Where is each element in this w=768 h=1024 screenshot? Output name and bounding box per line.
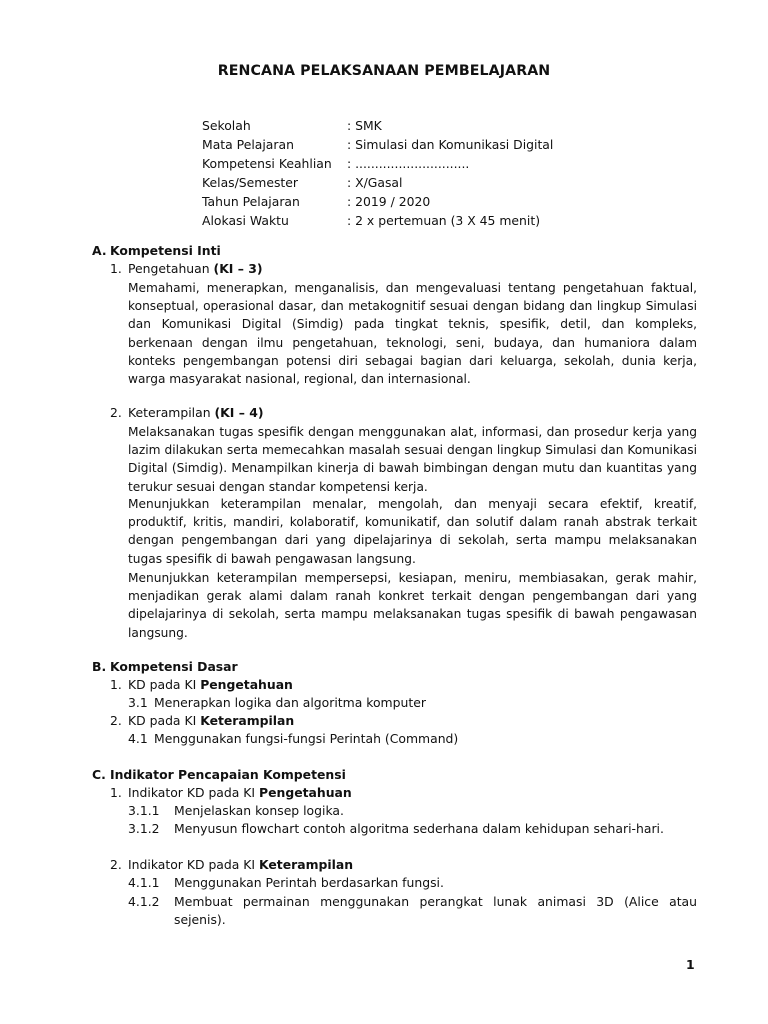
meta-label: Tahun Pelajaran [202, 194, 300, 209]
item-number: 1. [110, 677, 122, 692]
indicator-text: Menjelaskan konsep logika. [174, 803, 344, 818]
section-letter: A. [92, 243, 107, 258]
meta-label: Sekolah [202, 118, 251, 133]
indicator-number: 3.1.1 [128, 803, 160, 818]
meta-row-time [202, 211, 553, 230]
item-number: 1. [110, 785, 122, 800]
section-b-heading [92, 659, 238, 674]
meta-row-subject [202, 135, 553, 154]
item-label-bold: Keterampilan [259, 857, 354, 872]
item-label: KD pada KI [128, 677, 201, 692]
meta-value: : SMK [347, 118, 382, 133]
identity-table [202, 116, 553, 230]
meta-row-year [202, 192, 553, 211]
indicator-knowledge-heading [110, 785, 352, 800]
meta-label: Mata Pelajaran [202, 137, 294, 152]
meta-label: Alokasi Waktu [202, 213, 289, 228]
item-label: Pengetahuan [128, 261, 214, 276]
meta-value: : Simulasi dan Komunikasi Digital [347, 137, 554, 152]
indicator-4-1-2 [128, 893, 697, 929]
kd-3-1 [128, 695, 426, 710]
indicator-4-1-1 [128, 875, 444, 890]
meta-label: Kelas/Semester [202, 175, 299, 190]
meta-label: Kompetensi Keahlian [202, 156, 332, 171]
section-title: Kompetensi Dasar [110, 659, 238, 674]
section-a-heading [92, 243, 221, 258]
ki4-paragraph-1: Melaksanakan tugas spesifik dengan menggunakan alat, informasi, dan prosedur kerja yang lazim dilakukan serta memecahkan masalah sesuai dengan lingkup Simulasi dan Komunikasi Digital (Simdig). Menampilkan kinerja di bawah bimbingan dengan mutu dan kuantitas yang terukur sesuai dengan standar kompetensi kerja. [128, 425, 697, 494]
item-label-bold: Pengetahuan [259, 785, 352, 800]
item-number: 2. [110, 713, 122, 728]
document-title: RENCANA PELAKSANAAN PEMBELAJARAN [217, 63, 551, 79]
kd-knowledge-heading [110, 677, 293, 692]
kd-4-1 [128, 731, 458, 746]
meta-row-class [202, 173, 553, 192]
item-label-bold: Keterampilan [200, 713, 295, 728]
meta-value: : 2019 / 2020 [347, 194, 431, 209]
item-label-bold: (KI – 3) [213, 261, 263, 276]
item-number: 2. [110, 405, 122, 420]
indicator-number: 3.1.2 [128, 821, 160, 836]
item-label-bold: Pengetahuan [200, 677, 293, 692]
meta-value: : X/Gasal [347, 175, 403, 190]
kd-text: Menggunakan fungsi-fungsi Perintah (Command) [154, 731, 459, 746]
indicator-number: 4.1.1 [128, 875, 160, 890]
ki3-paragraph: Memahami, menerapkan, menganalisis, dan mengevaluasi tentang pengetahuan faktual, konseptual, operasional dasar, dan metakognitif sesuai dengan bidang dan lingkup Simulasi dan Komunikasi Digital (Simdig) pada tingkat teknis, spesifik, detil, dan kompleks, berkenaan dengan ilmu pengetahuan, teknologi, seni, budaya, dan humaniora dalam konteks pengembangan potensi diri sebagai bagian dari keluarga, sekolah, dunia kerja, warga masyarakat nasional, regional, dan internasional. [128, 281, 697, 387]
page-number: 1 [686, 957, 695, 972]
indicator-text: Membuat permainan menggunakan perangkat lunak animasi 3D (Alice atau sejenis). [174, 894, 697, 927]
indicator-text: Menyusun flowchart contoh algoritma sederhana dalam kehidupan sehari-hari. [174, 821, 664, 836]
meta-row-school [202, 116, 553, 135]
kd-number: 4.1 [128, 731, 148, 746]
section-letter: B. [92, 659, 107, 674]
section-c-heading [92, 767, 346, 782]
indicator-3-1-2 [128, 821, 664, 836]
item-label: Indikator KD pada KI [128, 857, 260, 872]
section-title: Kompetensi Inti [110, 243, 221, 258]
item-number: 2. [110, 857, 122, 872]
ki4-paragraph-3: Menunjukkan keterampilan mempersepsi, kesiapan, meniru, membiasakan, gerak mahir, menjadikan gerak alami dalam ranah konkret terkait dengan pengembangan dari yang dipelajarinya di sekolah, serta mampu melaksanakan tugas spesifik di bawah pengawasan langsung. [128, 571, 697, 640]
indicator-number: 4.1.2 [128, 894, 160, 909]
indicator-3-1-1 [128, 803, 344, 818]
indicator-text: Menggunakan Perintah berdasarkan fungsi. [174, 875, 444, 890]
ki4-heading [110, 405, 264, 420]
section-title: Indikator Pencapaian Kompetensi [110, 767, 346, 782]
indicator-skill-heading [110, 857, 353, 872]
meta-value: : ............................. [347, 156, 470, 171]
item-number: 1. [110, 261, 122, 276]
item-label: Indikator KD pada KI [128, 785, 260, 800]
ki3-heading [110, 261, 263, 276]
meta-row-expertise [202, 154, 553, 173]
meta-value: : 2 x pertemuan (3 X 45 menit) [347, 213, 541, 228]
kd-text: Menerapkan logika dan algoritma komputer [154, 695, 426, 710]
item-label-bold: (KI – 4) [214, 405, 264, 420]
kd-number: 3.1 [128, 695, 148, 710]
item-label: Keterampilan [128, 405, 215, 420]
ki4-paragraph-2: Menunjukkan keterampilan menalar, mengolah, dan menyaji secara efektif, kreatif, produktif, kritis, mandiri, kolaboratif, komunikatif, dan solutif dalam ranah abstrak terkait dengan pengembangan dari yang dipelajarinya di sekolah, serta mampu melaksanakan tugas spesifik di bawah pengawasan langsung. [128, 497, 697, 566]
section-letter: C. [92, 767, 106, 782]
item-label: KD pada KI [128, 713, 201, 728]
kd-skill-heading [110, 713, 294, 728]
